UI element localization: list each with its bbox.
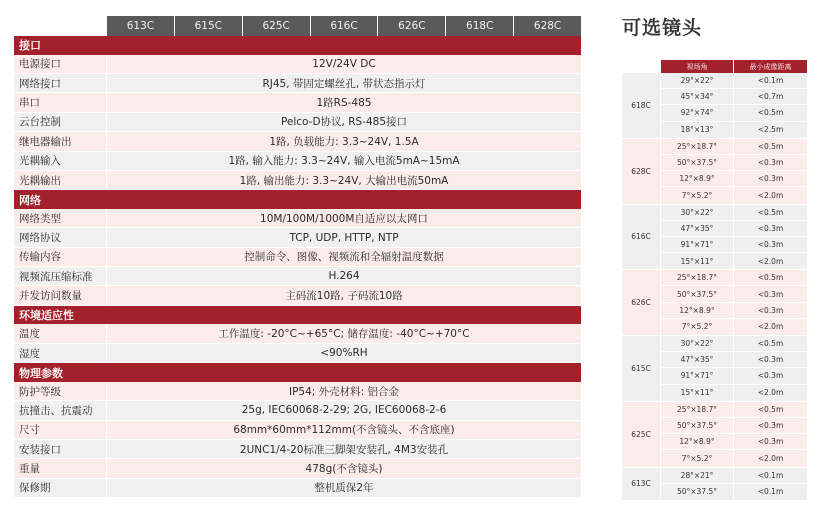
lens-header-distance: 最小成像距离 bbox=[734, 60, 807, 73]
lens-header-fov: 视场角 bbox=[661, 60, 734, 73]
lens-distance: <0.3m bbox=[757, 437, 784, 447]
model-header-cell: 625C bbox=[243, 16, 311, 36]
lens-fov: 30°×22° bbox=[661, 205, 734, 220]
lens-distance: <0.5m bbox=[757, 404, 784, 414]
lens-row bbox=[661, 418, 807, 434]
lens-row bbox=[661, 352, 807, 368]
spec-value: 工作温度: -20°C~+65°C; 储存温度: -40°C~+70°C bbox=[107, 324, 581, 342]
lens-row bbox=[661, 368, 807, 384]
lens-distance: <0.3m bbox=[757, 239, 784, 249]
lens-row bbox=[661, 105, 807, 121]
spec-table bbox=[14, 16, 581, 498]
lens-fov: 7°×5.2° bbox=[661, 187, 734, 203]
spec-value: 1路RS-485 bbox=[107, 93, 581, 111]
spec-row bbox=[14, 344, 581, 363]
lens-distance: <0.3m bbox=[757, 355, 784, 365]
spec-value: <90%RH bbox=[107, 344, 581, 362]
lens-fov: 12°×8.9° bbox=[661, 434, 734, 449]
spec-row bbox=[14, 93, 581, 112]
lens-row bbox=[661, 450, 807, 466]
spec-label: 防护等级 bbox=[14, 382, 107, 400]
spec-row bbox=[14, 171, 581, 190]
spec-row bbox=[14, 209, 581, 228]
lens-distance: <0.3m bbox=[757, 289, 784, 299]
model-header-cell: 628C bbox=[514, 16, 581, 36]
spec-value: H.264 bbox=[107, 267, 581, 285]
spec-row bbox=[14, 479, 581, 498]
lens-fov: 15°×11° bbox=[661, 253, 734, 269]
lens-row bbox=[661, 237, 807, 253]
lens-row bbox=[661, 468, 807, 484]
spec-label: 尺寸 bbox=[14, 421, 107, 439]
lens-row bbox=[661, 270, 807, 286]
lens-distance: <2.0m bbox=[757, 190, 784, 200]
spec-label: 保修期 bbox=[14, 479, 107, 497]
lens-fov: 12°×8.9° bbox=[661, 171, 734, 186]
lens-distance: <0.5m bbox=[757, 108, 784, 118]
lens-row bbox=[661, 73, 807, 89]
lens-distance: <0.1m bbox=[757, 76, 784, 86]
lens-fov: 50°×37.5° bbox=[661, 155, 734, 170]
lens-fov: 28°×21° bbox=[661, 468, 734, 483]
lens-body bbox=[622, 73, 807, 501]
lens-model: 613C bbox=[622, 468, 661, 500]
lens-distance: <2.0m bbox=[757, 453, 784, 463]
lens-fov: 50°×37.5° bbox=[661, 484, 734, 500]
spec-row bbox=[14, 382, 581, 401]
section-header: 物理参数 bbox=[14, 363, 581, 382]
lens-group bbox=[622, 73, 807, 139]
lens-distance: <2.0m bbox=[757, 322, 784, 332]
spec-row bbox=[14, 440, 581, 459]
spec-row bbox=[14, 113, 581, 132]
lens-group bbox=[622, 468, 807, 501]
lens-row bbox=[661, 253, 807, 269]
spec-row bbox=[14, 74, 581, 93]
spec-row bbox=[14, 459, 581, 478]
spec-label: 云台控制 bbox=[14, 113, 107, 131]
lens-row bbox=[661, 187, 807, 203]
lens-row bbox=[661, 122, 807, 138]
spec-value: 控制命令、图像、视频流和全辐射温度数据 bbox=[107, 248, 581, 266]
lens-distance: <0.5m bbox=[757, 141, 784, 151]
spec-value: 25g, IEC60068-2-29; 2G, IEC60068-2-6 bbox=[107, 401, 581, 419]
spec-value: 1路, 输出能力: 3.3~24V, 大输出电流50mA bbox=[107, 171, 581, 189]
lens-fov: 47°×35° bbox=[661, 352, 734, 367]
spec-body bbox=[14, 36, 581, 498]
lens-row bbox=[661, 171, 807, 187]
lens-row bbox=[661, 434, 807, 450]
lens-fov: 50°×37.5° bbox=[661, 418, 734, 433]
model-header-cell: 626C bbox=[378, 16, 446, 36]
spec-row bbox=[14, 132, 581, 151]
lens-distance: <0.3m bbox=[757, 421, 784, 431]
spec-value: TCP, UDP, HTTP, NTP bbox=[107, 228, 581, 246]
spec-row bbox=[14, 55, 581, 74]
lens-distance: <0.3m bbox=[757, 158, 784, 168]
spec-label: 抗撞击、抗震动 bbox=[14, 401, 107, 419]
spec-label: 传输内容 bbox=[14, 248, 107, 266]
lens-model: 615C bbox=[622, 336, 661, 401]
spec-label: 串口 bbox=[14, 93, 107, 111]
lens-group bbox=[622, 402, 807, 468]
lens-model: 628C bbox=[622, 139, 661, 204]
lens-distance: <0.3m bbox=[757, 174, 784, 184]
section-header: 接口 bbox=[14, 36, 581, 55]
lens-distance: <0.3m bbox=[757, 371, 784, 381]
lens-model: 616C bbox=[622, 205, 661, 270]
spec-label: 光耦输入 bbox=[14, 152, 107, 170]
spec-row bbox=[14, 152, 581, 171]
lens-fov: 15°×11° bbox=[661, 385, 734, 401]
lens-row bbox=[661, 286, 807, 302]
spec-label: 网络类型 bbox=[14, 209, 107, 227]
spec-label: 电源接口 bbox=[14, 55, 107, 73]
lens-model: 618C bbox=[622, 73, 661, 138]
spec-row bbox=[14, 267, 581, 286]
lens-section-title: 可选镜头 bbox=[622, 17, 703, 39]
lens-fov: 91°×71° bbox=[661, 237, 734, 252]
lens-distance: <0.1m bbox=[757, 470, 784, 480]
spec-row bbox=[14, 421, 581, 440]
lens-model: 626C bbox=[622, 270, 661, 335]
lens-fov: 92°×74° bbox=[661, 105, 734, 120]
lens-fov: 47°×35° bbox=[661, 221, 734, 236]
lens-group bbox=[622, 139, 807, 205]
model-header-cell: 616C bbox=[311, 16, 379, 36]
lens-distance: <0.7m bbox=[757, 92, 784, 102]
lens-fov: 29°×22° bbox=[661, 73, 734, 88]
lens-distance: <0.5m bbox=[757, 273, 784, 283]
lens-distance: <2.0m bbox=[757, 256, 784, 266]
spec-value: 68mm*60mm*112mm(不含镜头、不含底座) bbox=[107, 421, 581, 439]
lens-fov: 18°×13° bbox=[661, 122, 734, 138]
spec-value: 2UNC1/4-20标准三脚架安装孔, 4M3安装孔 bbox=[107, 440, 581, 458]
model-header-cell: 618C bbox=[446, 16, 514, 36]
spec-label: 网络接口 bbox=[14, 74, 107, 92]
lens-fov: 50°×37.5° bbox=[661, 286, 734, 301]
lens-distance: <0.5m bbox=[757, 207, 784, 217]
lens-row bbox=[661, 385, 807, 401]
lens-fov: 25°×18.7° bbox=[661, 270, 734, 285]
spec-row bbox=[14, 324, 581, 343]
lens-row bbox=[661, 402, 807, 418]
lens-distance: <0.3m bbox=[757, 223, 784, 233]
lens-fov: 7°×5.2° bbox=[661, 319, 734, 335]
spec-label: 温度 bbox=[14, 324, 107, 342]
lens-table bbox=[622, 60, 807, 501]
lens-group bbox=[622, 336, 807, 402]
spec-label: 继电器输出 bbox=[14, 132, 107, 150]
spec-value: 1路, 负载能力: 3.3~24V, 1.5A bbox=[107, 132, 581, 150]
spec-value: 12V/24V DC bbox=[107, 55, 581, 73]
lens-model: 625C bbox=[622, 402, 661, 467]
lens-fov: 25°×18.7° bbox=[661, 402, 734, 417]
lens-distance: <0.1m bbox=[757, 487, 784, 497]
lens-row bbox=[661, 319, 807, 335]
spec-value: Pelco-D协议, RS-485接口 bbox=[107, 113, 581, 131]
lens-distance: <0.5m bbox=[757, 339, 784, 349]
spec-value: RJ45, 带固定螺丝孔, 带状态指示灯 bbox=[107, 74, 581, 92]
lens-row bbox=[661, 205, 807, 221]
spec-value: 10M/100M/1000M自适应以太网口 bbox=[107, 209, 581, 227]
section-header: 环境适应性 bbox=[14, 306, 581, 325]
spec-value: 主码流10路, 子码流10路 bbox=[107, 286, 581, 304]
spec-row bbox=[14, 228, 581, 247]
model-header-cell: 613C bbox=[107, 16, 175, 36]
lens-row bbox=[661, 221, 807, 237]
lens-row bbox=[661, 303, 807, 319]
lens-header-row bbox=[661, 60, 807, 73]
spec-label: 安装接口 bbox=[14, 440, 107, 458]
spec-label: 视频流压缩标准 bbox=[14, 267, 107, 285]
spec-label: 光耦输出 bbox=[14, 171, 107, 189]
lens-row bbox=[661, 336, 807, 352]
spec-row bbox=[14, 401, 581, 420]
spec-label: 湿度 bbox=[14, 344, 107, 362]
spec-value: IP54; 外壳材料: 铝合金 bbox=[107, 382, 581, 400]
spec-value: 1路, 输入能力: 3.3~24V, 输入电流5mA~15mA bbox=[107, 152, 581, 170]
model-header-cell: 615C bbox=[175, 16, 243, 36]
lens-row bbox=[661, 139, 807, 155]
lens-fov: 45°×34° bbox=[661, 89, 734, 104]
lens-row bbox=[661, 484, 807, 500]
model-header-row bbox=[107, 16, 581, 36]
lens-row bbox=[661, 89, 807, 105]
spec-label: 网络协议 bbox=[14, 228, 107, 246]
lens-group bbox=[622, 270, 807, 336]
lens-row bbox=[661, 155, 807, 171]
lens-distance: <2.0m bbox=[757, 388, 784, 398]
spec-value: 478g(不含镜头) bbox=[107, 459, 581, 477]
section-header: 网络 bbox=[14, 190, 581, 209]
spec-value: 整机质保2年 bbox=[107, 479, 581, 497]
lens-distance: <0.3m bbox=[757, 305, 784, 315]
lens-fov: 12°×8.9° bbox=[661, 303, 734, 318]
lens-fov: 91°×71° bbox=[661, 368, 734, 383]
lens-fov: 7°×5.2° bbox=[661, 450, 734, 466]
spec-label: 重量 bbox=[14, 459, 107, 477]
lens-distance: <2.5m bbox=[757, 125, 784, 135]
spec-label: 并发访问数量 bbox=[14, 286, 107, 304]
lens-fov: 30°×22° bbox=[661, 336, 734, 351]
lens-group bbox=[622, 205, 807, 271]
spec-row bbox=[14, 248, 581, 267]
spec-row bbox=[14, 286, 581, 305]
lens-fov: 25°×18.7° bbox=[661, 139, 734, 154]
